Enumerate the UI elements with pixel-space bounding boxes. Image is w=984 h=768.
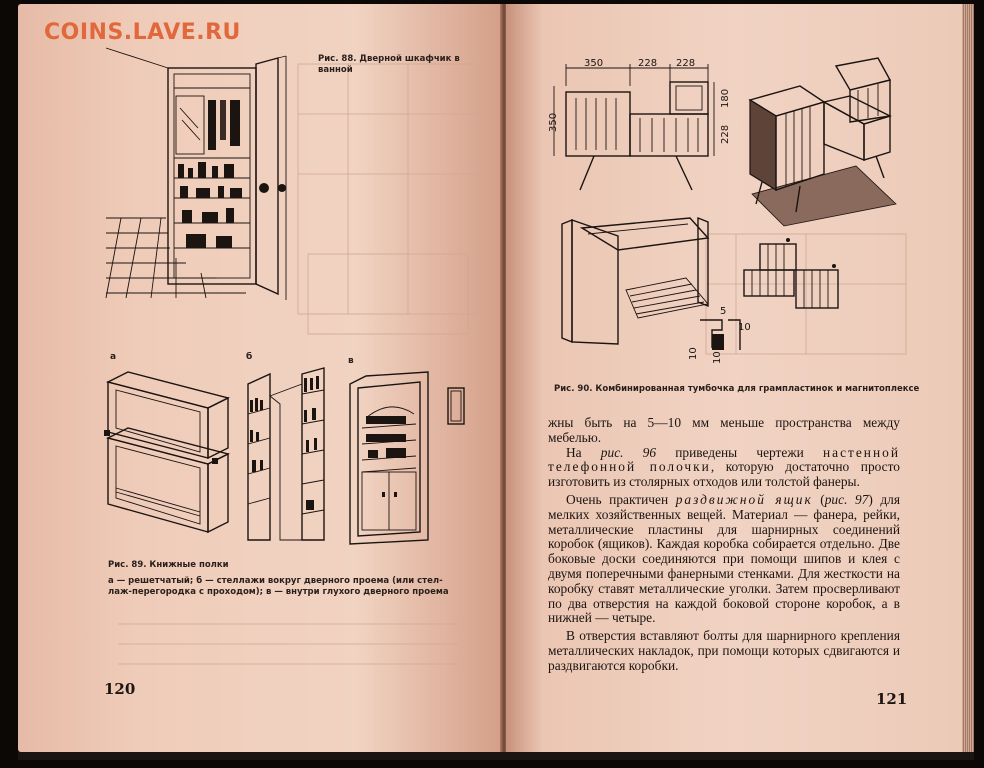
p3-text-a: Очень практичен	[566, 491, 676, 507]
joint-dim-10a: 10	[738, 322, 751, 333]
body-text	[548, 416, 900, 674]
dim-left: 350	[548, 112, 559, 132]
p2-figure-ref: рис. 96	[600, 444, 657, 460]
joint-detail-drawing	[680, 300, 790, 370]
cabinet-front-view-drawing	[536, 56, 731, 196]
fig89-caption-title: Рис. 89. Книжные полки	[108, 560, 229, 570]
dim-top-3: 228	[676, 58, 696, 69]
fig88-caption: Рис. 88. Дверной шкафчик в ванной	[318, 54, 460, 75]
door-cabinet-illustration	[106, 48, 306, 308]
shelves-around-door-illustration	[240, 364, 336, 544]
page-edges	[962, 4, 974, 752]
p3-text-e: ) для мелких хозяйственных вещей. Материал — фанера, рейки, металлические пластины для шарнирных соединений коробок (ящиков). Каждая коробка собирается отдельно. Две боковые доски соединяются при помощи шипов и клея с двумя поперечными фанерными стенками. Для жесткости на коробку ставят металлические уголки. Затем просверливают по два отверстия на каждой боковой стороне коробок, а в нижней — четыре.	[548, 491, 900, 626]
p2-emphasis: настенной телефонной полочки	[548, 444, 900, 475]
fig89-letter-b: б	[246, 352, 253, 362]
open-book	[18, 4, 974, 760]
p4-text: В отверстия вставляют болты для шарнирного крепления металлических накладок, при помощи которых сдвигаются и раздвигаются коробки.	[548, 628, 900, 673]
paragraph-sliding-box	[548, 493, 900, 626]
cabinet-perspective-illustration	[740, 56, 900, 226]
fig89-caption-line2: лаж-перегородка с проходом); в — внутри глухого дверного проема	[108, 587, 449, 597]
paragraph-telephone-shelf	[548, 446, 900, 490]
p2-text-a: На	[566, 444, 601, 460]
joint-dim-5: 5	[720, 306, 727, 317]
paragraph-bolts	[548, 629, 900, 673]
fig90-caption: Рис. 90. Комбинированная тумбочка для грампластинок и магнитоплексе	[554, 384, 920, 394]
p3-figure-ref: рис. 97	[824, 491, 869, 507]
dim-top-2: 228	[638, 58, 658, 69]
p2-text-c: приведены чертежи	[656, 444, 823, 460]
p1-text: жны быть на 5—10 мм меньше пространства между мебелью.	[548, 415, 900, 445]
record-box-layout-drawing	[740, 230, 850, 310]
page-number-right: 121	[876, 690, 908, 708]
page-number-left: 120	[104, 680, 136, 698]
fig89-letter-a: а	[110, 352, 117, 362]
p2-text-e: , которую достаточно просто изготовить из столярных отходов или толстой фанеры.	[548, 459, 900, 490]
dim-right-1: 180	[720, 88, 731, 108]
stacked-shelf-boxes-illustration	[104, 368, 234, 548]
paragraph-continuation	[548, 416, 900, 446]
dim-right-2: 228	[720, 124, 731, 144]
watermark-logo: COINS.LAVE.RU	[44, 20, 241, 45]
left-page	[18, 4, 502, 752]
dim-top-1: 350	[584, 58, 604, 69]
fig89-caption-line1: а — решетчатый; б — стеллажи вокруг дверного проема (или стел-	[108, 576, 443, 586]
p3-text-c: (	[812, 491, 825, 507]
joint-dim-10b: 10	[688, 347, 699, 360]
fig89-letter-v: в	[348, 356, 354, 366]
p3-emphasis: раздвижной ящик	[675, 491, 813, 507]
joint-dim-10c: 10	[712, 351, 723, 364]
shelves-in-doorway-illustration	[346, 368, 466, 548]
